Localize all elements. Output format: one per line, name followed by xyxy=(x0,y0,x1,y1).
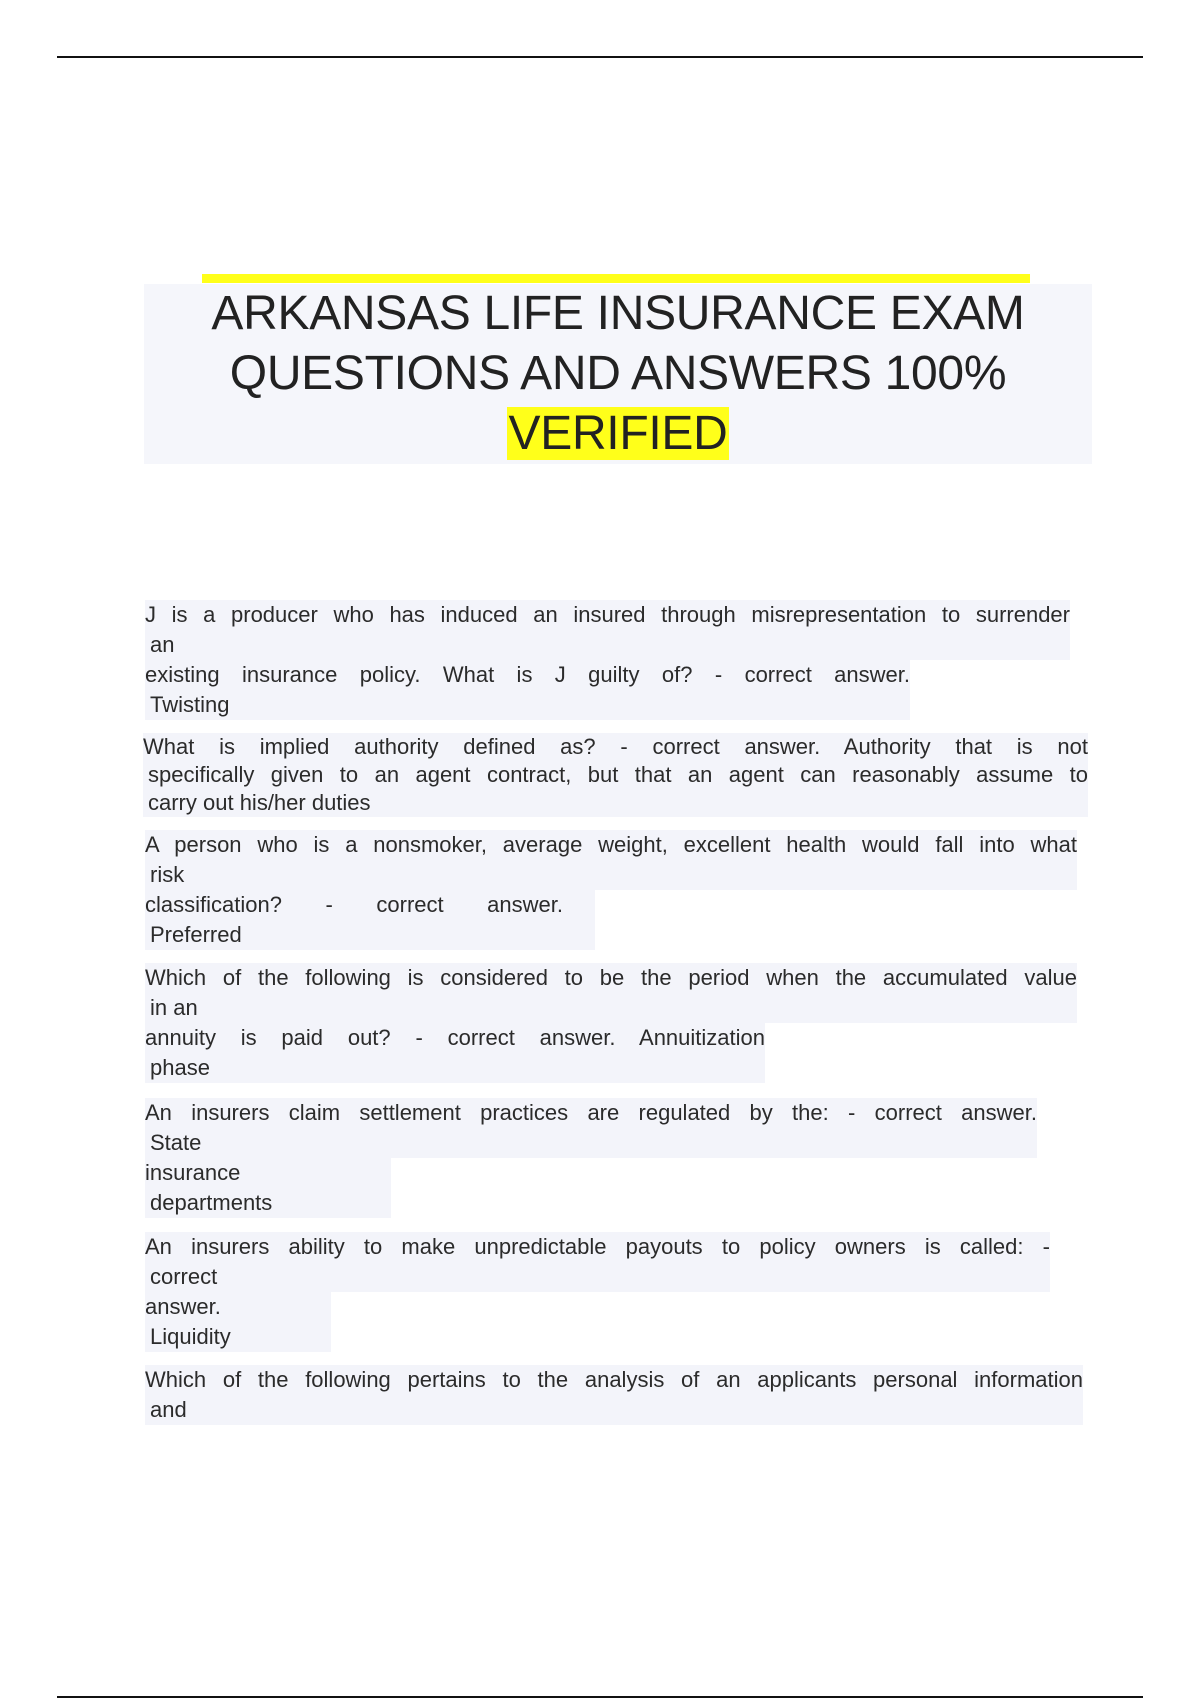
qa-line: in an xyxy=(150,995,198,1020)
top-rule xyxy=(57,56,1143,58)
verified-highlight: VERIFIED xyxy=(508,407,728,460)
qa-line: and xyxy=(150,1397,187,1422)
qa-line: specifically given to an agent contract, but that an agent can reasonably assume to xyxy=(148,762,1088,787)
qa-item-7 xyxy=(145,1365,1090,1425)
qa-item-4 xyxy=(145,963,1090,1083)
qa-answer: phase xyxy=(150,1055,210,1080)
title-line-3 xyxy=(144,404,1092,464)
document-title xyxy=(144,284,1092,464)
qa-line: answer. xyxy=(145,1294,221,1319)
qa-line: risk xyxy=(150,862,185,887)
qa-line: State xyxy=(150,1130,202,1155)
qa-line: insurance xyxy=(145,1160,241,1185)
qa-line: J is a producer who has induced an insured through misrepresentation to surrender xyxy=(145,602,1070,627)
qa-item-2 xyxy=(143,733,1088,818)
qa-line: an xyxy=(150,632,175,657)
qa-line: An insurers claim settlement practices are regulated by the: - correct answer. xyxy=(145,1100,1037,1125)
title-highlight-bar xyxy=(202,274,1030,283)
bottom-rule xyxy=(57,1696,1143,1698)
qa-item-6 xyxy=(145,1232,1090,1352)
qa-line: Which of the following is considered to be the period when the accumulated value xyxy=(145,965,1077,990)
qa-line: classification? - correct answer. xyxy=(145,892,563,917)
qa-line: A person who is a nonsmoker, average weight, excellent health would fall into what xyxy=(145,832,1077,857)
qa-line: existing insurance policy. What is J guilty of? - correct answer. xyxy=(145,662,910,687)
qa-line: annuity is paid out? - correct answer. Annuitization xyxy=(145,1025,765,1050)
qa-answer: carry out his/her duties xyxy=(148,790,371,815)
qa-line: correct xyxy=(150,1264,218,1289)
title-line-2: QUESTIONS AND ANSWERS 100% xyxy=(229,347,1007,400)
qa-answer: Preferred xyxy=(150,922,242,947)
qa-item-3 xyxy=(145,830,1090,950)
title-line-1: ARKANSAS LIFE INSURANCE EXAM xyxy=(211,287,1025,340)
qa-answer: Liquidity xyxy=(150,1324,231,1349)
qa-answer: departments xyxy=(150,1190,273,1215)
qa-line: Which of the following pertains to the analysis of an applicants personal information xyxy=(145,1367,1083,1392)
qa-line: An insurers ability to make unpredictable payouts to policy owners is called: - xyxy=(145,1234,1050,1259)
qa-line: What is implied authority defined as? - correct answer. Authority that is not xyxy=(143,734,1088,759)
qa-item-1 xyxy=(145,600,1090,720)
qa-item-5 xyxy=(145,1098,1090,1218)
qa-answer: Twisting xyxy=(150,692,230,717)
